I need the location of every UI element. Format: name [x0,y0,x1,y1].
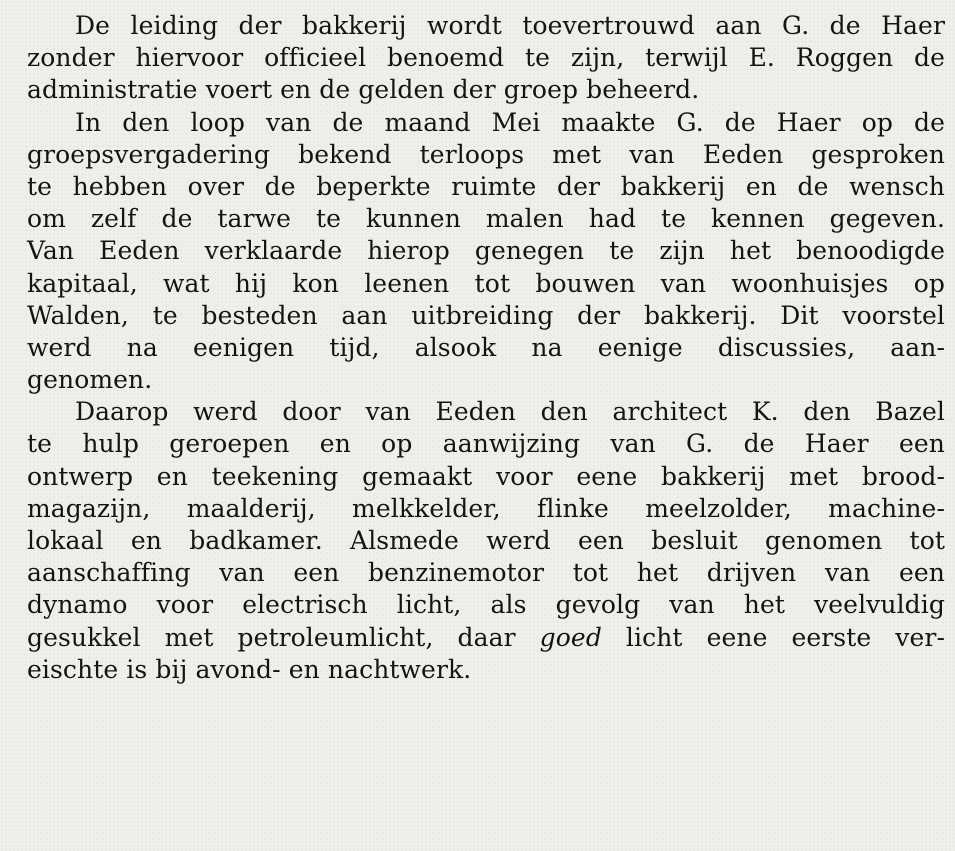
text-line: ontwerp en teekening gemaakt voor eene bakkerij met brood- [27,461,945,491]
text-line: dynamo voor electrisch licht, als gevolg van het veelvuldig [27,590,945,620]
text-segment: gesukkel met petroleumlicht, daar [27,622,540,652]
text-line: In den loop van de maand Mei maakte G. de Haer op de [75,107,945,137]
text-line [27,622,945,654]
text-line: te hebben over de beperkte ruimte der bakkerij en de wensch [27,171,945,201]
paragraph-2 [27,107,945,397]
text-line: magazijn, maalderij, melkkelder, flinke meelzolder, machine- [27,493,945,523]
text-line: Walden, te besteden aan uitbreiding der bakkerij. Dit voorstel [27,300,945,330]
text-line: De leiding der bakkerij wordt toevertrouwd aan G. de Haer [75,11,945,40]
text-line: lokaal en badkamer. Alsmede werd een besluit genomen tot [27,526,945,555]
emphasized-word: goed [539,622,602,652]
text-line: te hulp geroepen en op aanwijzing van G. de Haer een [27,429,945,459]
text-line: om zelf de tarwe te kunnen malen had te kennen gegeven. [27,204,945,234]
text-line: Daarop werd door van Eeden den architect K. den Bazel [75,397,945,427]
text-line: zonder hiervoor officieel benoemd te zijn, terwijl E. Roggen de [27,43,945,73]
text-line: eischte is bij avond- en nachtwerk. [27,654,472,684]
text-line: kapitaal, wat hij kon leenen tot bouwen van woonhuisjes op [27,268,945,298]
paragraph-3 [27,396,945,686]
text-line: werd na eenigen tijd, alsook na eenige discussies, aan- [27,332,945,362]
paragraph-1 [27,10,945,107]
text-line: genomen. [27,365,153,395]
document-text [27,10,945,686]
text-line: Van Eeden verklaarde hierop genegen te zijn het benoodigde [27,236,945,266]
text-line: groepsvergadering bekend terloops met van Eeden gesproken [27,139,945,169]
text-line: aanschaffing van een benzinemotor tot het drijven van een [27,558,945,588]
text-line: administratie voert en de gelden der groep beheerd. [27,75,700,105]
text-segment: licht eene eerste ver- [601,622,945,652]
